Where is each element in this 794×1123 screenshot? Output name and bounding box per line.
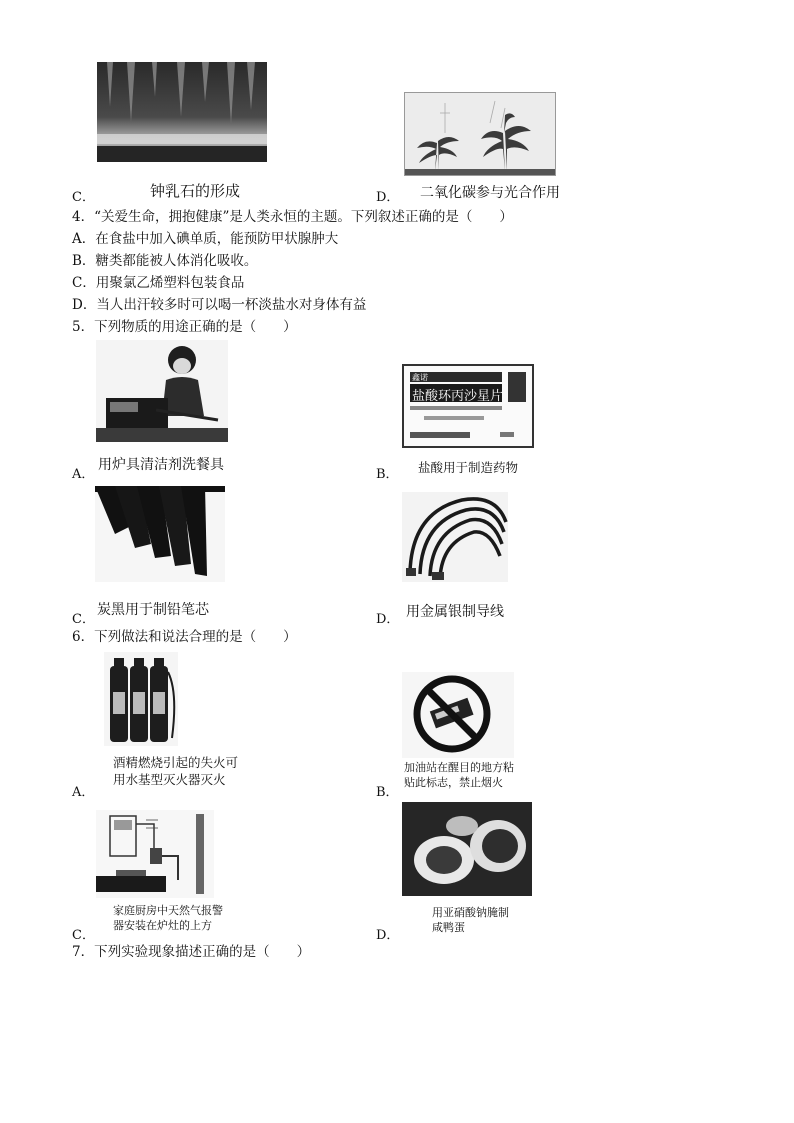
q6-option-c-label: C． [72, 928, 95, 943]
pencils-photo [95, 486, 225, 582]
salted-duck-eggs-photo [402, 802, 532, 896]
q6-option-d-caption-line1: 用亚硝酸钠腌制 [432, 906, 509, 919]
q6-option-a-caption-line2: 用水基型灭火器灭火 [113, 772, 226, 787]
question-4-option-c: C．用聚氯乙烯塑料包装食品 [72, 275, 245, 291]
question-6-stem: 6．下列做法和说法合理的是（ ） [72, 629, 297, 645]
q6-option-a-label: A． [72, 785, 95, 800]
q6-option-d-caption-line2: 咸鸭蛋 [432, 921, 465, 934]
q5-option-b-label: B． [376, 467, 399, 482]
q6-option-d-label: D． [376, 928, 400, 943]
no-smoking-sign-photo [402, 672, 514, 758]
question-7-stem: 7．下列实验现象描述正确的是（ ） [72, 944, 311, 960]
q5-option-b-caption: 盐酸用于制造药物 [418, 460, 519, 475]
option-d-label: D． [376, 190, 400, 205]
question-4-stem: 4．“关爱生命，拥抱健康”是人类永恒的主题。下列叙述正确的是（ ） [72, 209, 513, 225]
question-4-option-b: B．糖类都能被人体消化吸收。 [72, 253, 258, 269]
q5-option-d-caption: 用金属银制导线 [406, 604, 504, 620]
q5-option-c-label: C． [72, 612, 95, 627]
q6-option-b-label: B． [376, 785, 399, 800]
stove-cleaner-photo [96, 340, 228, 442]
option-d-caption: 二氧化碳参与光合作用 [420, 185, 560, 201]
fire-extinguishers-photo [104, 652, 178, 746]
medicine-box-photo [402, 364, 534, 448]
silver-wire-photo [402, 492, 508, 582]
q6-option-b-caption-line1: 加油站在醒目的地方粘 [404, 761, 514, 774]
stalactite-photo [97, 62, 267, 162]
q6-option-a-caption-line1: 酒精燃烧引起的失火可 [113, 755, 239, 770]
q5-option-c-caption: 炭黑用于制铅笔芯 [97, 602, 209, 618]
q6-option-b-caption-line2: 贴此标志，禁止烟火 [404, 776, 503, 789]
gas-alarm-diagram [96, 810, 214, 898]
q5-option-a-caption: 用炉具清洁剂洗餐具 [98, 457, 224, 473]
q5-option-a-label: A． [72, 467, 95, 482]
medicine-box-brand: 鑫诺 [412, 373, 428, 382]
question-4-option-d: D．当人出汗较多时可以喝一杯淡盐水对身体有益 [72, 297, 367, 313]
option-c-caption: 钟乳石的形成 [150, 182, 241, 200]
q5-option-d-label: D． [376, 612, 400, 627]
option-c-label: C． [72, 190, 95, 205]
q6-option-c-caption-line1: 家庭厨房中天然气报警 [113, 904, 223, 917]
q6-option-c-caption-line2: 器安装在炉灶的上方 [113, 919, 212, 932]
photosynthesis-photo [404, 92, 556, 176]
medicine-box-title: 盐酸环丙沙星片 [412, 389, 504, 404]
question-5-stem: 5．下列物质的用途正确的是（ ） [72, 319, 297, 335]
question-4-option-a: A．在食盐中加入碘单质，能预防甲状腺肿大 [72, 231, 339, 247]
